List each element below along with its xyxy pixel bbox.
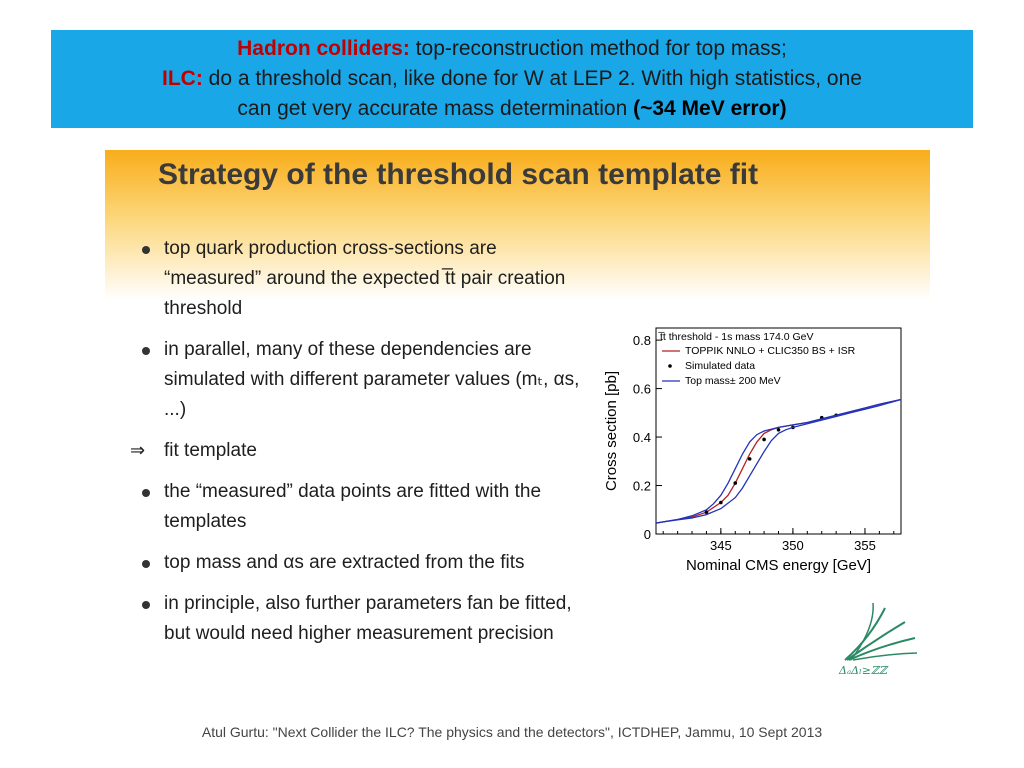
x-tick-label: 355 xyxy=(854,538,876,553)
header-banner xyxy=(51,30,973,128)
legend-label: Top mass± 200 MeV xyxy=(685,375,781,387)
legend-marker xyxy=(668,364,672,368)
bullet-text: top mass and αs are extracted from the fits xyxy=(164,552,525,573)
banner-hadron-label: Hadron colliders: xyxy=(237,37,410,60)
footer-citation: Atul Gurtu: "Next Collider the ILC? The physics and the detectors", ICTDHEP, Jammu, 10 Sept 2013 xyxy=(201,724,823,740)
y-tick-label: 0.2 xyxy=(632,478,651,494)
x-tick-label: 345 xyxy=(710,538,732,553)
bullet-item xyxy=(130,436,590,466)
data-point xyxy=(762,438,766,442)
banner-line-2 xyxy=(51,64,973,94)
bullet-item xyxy=(130,335,590,425)
bullet-item xyxy=(130,234,590,324)
bullet-dot-icon xyxy=(142,489,150,497)
implies-arrow-icon: ⇒ xyxy=(130,440,146,461)
banner-accuracy-text: can get very accurate mass determination xyxy=(237,97,634,120)
logo-text: ΔₐΔₗ≥ℤℤ xyxy=(839,664,887,677)
bullet-list xyxy=(130,234,590,660)
bullet-text: in parallel, many of these dependencies are simulated with different parameter values (mₜ, αs, ...) xyxy=(164,339,580,420)
legend-label: TOPPIK NNLO + CLIC350 BS + ISR xyxy=(685,345,856,357)
banner-ilc-text: do a threshold scan, like done for W at LEP 2. With high statistics, one xyxy=(202,67,862,90)
banner-hadron-text: top-reconstruction method for top mass; xyxy=(409,37,787,60)
y-tick-label: 0.6 xyxy=(632,381,651,397)
data-point xyxy=(777,428,781,432)
bullet-dot-icon xyxy=(142,601,150,609)
y-tick-label: 0.4 xyxy=(632,430,651,446)
y-tick-label: 0.8 xyxy=(632,333,651,349)
bullet-item xyxy=(130,548,590,578)
x-axis-label: Nominal CMS energy [GeV] xyxy=(685,557,872,574)
legend-label: Simulated data xyxy=(685,360,756,372)
data-point xyxy=(733,481,737,485)
y-tick-label: 0 xyxy=(643,527,651,542)
threshold-scan-chart xyxy=(598,322,908,584)
data-point xyxy=(719,501,723,505)
banner-ilc-label: ILC: xyxy=(162,67,203,90)
bullet-dot-icon xyxy=(142,347,150,355)
x-tick-label: 350 xyxy=(782,538,804,553)
bullet-text: top quark production cross-sections are “measured” around the expected t̅t pair creation threshold xyxy=(164,238,566,319)
banner-error-value: (~34 MeV error) xyxy=(633,97,787,120)
bullet-text: the “measured” data points are fitted with the templates xyxy=(164,481,542,532)
data-point xyxy=(748,457,752,461)
banner-line-1 xyxy=(51,34,973,64)
logo-icon xyxy=(835,598,920,678)
bullet-dot-icon xyxy=(142,560,150,568)
bullet-dot-icon xyxy=(142,246,150,254)
bullet-item xyxy=(130,589,590,649)
bullet-text: in principle, also further parameters fan be fitted, but would need higher measurement precision xyxy=(164,593,572,644)
bullet-text: fit template xyxy=(164,440,257,461)
legend-title: t̅t threshold - 1s mass 174.0 GeV xyxy=(660,331,814,343)
y-axis-label: Cross section [pb] xyxy=(603,370,620,492)
banner-line-3 xyxy=(51,94,973,124)
strategy-title: Strategy of the threshold scan template fit xyxy=(158,158,759,191)
bullet-item xyxy=(130,477,590,537)
